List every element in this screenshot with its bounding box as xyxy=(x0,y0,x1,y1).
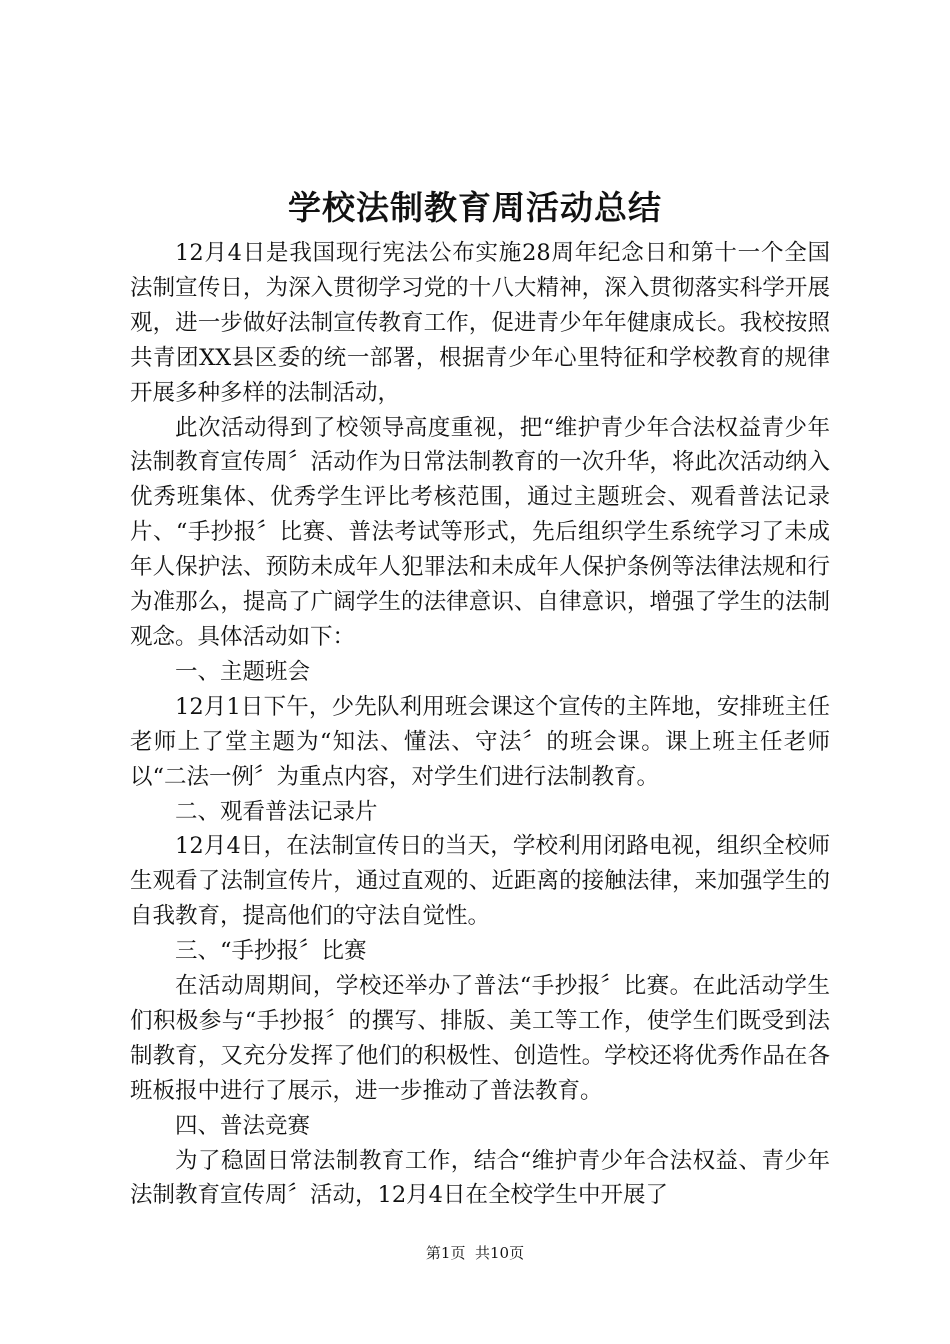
section-heading-law-contest: 四、普法竞赛 xyxy=(175,1112,311,1139)
section-heading-class-meeting: 一、主题班会 xyxy=(175,658,311,685)
paragraph-overview: 此次活动得到了校领导高度重视，把“维护青少年合法权益青少年法制教育宣传周〞活动作为日常法制教育的一次升华，将此次活动纳入优秀班集体、优秀学生评比考核范围，通过主题班会、观看普法记录片、“手抄报〞比赛、普法考试等形式，先后组织学生系统学习了未成年人保护法、预防未成年人犯罪法和未成年人保护条例等法律法规和行为准那么，提高了广阔学生的法律意识、自律意识，增强了学生的法制观念。具体活动如下： xyxy=(130,414,830,650)
page-total: 共10页 xyxy=(475,1244,525,1262)
section-heading-documentary: 二、观看普法记录片 xyxy=(175,798,378,825)
paragraph-handwritten-paper: 在活动周期间，学校还举办了普法“手抄报〞比赛。在此活动学生们积极参与“手抄报〞的撰写、排版、美工等工作，使学生们既受到法制教育，又充分发挥了他们的积极性、创造性。学校还将优秀作品在各班板报中进行了展示，进一步推动了普法教育。 xyxy=(130,973,830,1104)
paragraph-class-meeting: 12月1日下午，少先队利用班会课这个宣传的主阵地，安排班主任老师上了堂主题为“知法、懂法、守法〞的班会课。课上班主任老师以“二法一例〞为重点内容，对学生们进行法制教育。 xyxy=(130,693,830,790)
page-footer xyxy=(0,1243,950,1263)
document-body xyxy=(130,236,830,1213)
document-title: 学校法制教育周活动总结 xyxy=(288,188,662,227)
paragraph-documentary: 12月4日，在法制宣传日的当天，学校利用闭路电视，组织全校师生观看了法制宣传片，通过直观的、近距离的接触法律，来加强学生的自我教育，提高他们的守法自觉性。 xyxy=(130,833,830,930)
paragraph-intro: 12月4日是我国现行宪法公布实施28周年纪念日和第十一个全国法制宣传日，为深入贯彻学习党的十八大精神，深入贯彻落实科学开展观，进一步做好法制宣传教育工作，促进青少年年健康成长。我校按照共青团XX县区委的统一部署，根据青少年心里特征和学校教育的规律开展多种多样的法制活动， xyxy=(130,240,830,406)
section-heading-handwritten-paper: 三、“手抄报〞比赛 xyxy=(175,938,367,965)
page-number: 第1页 xyxy=(425,1244,466,1262)
paragraph-law-contest: 为了稳固日常法制教育工作，结合“维护青少年合法权益、青少年法制教育宣传周〞活动，12月4日在全校学生中开展了 xyxy=(130,1147,830,1209)
